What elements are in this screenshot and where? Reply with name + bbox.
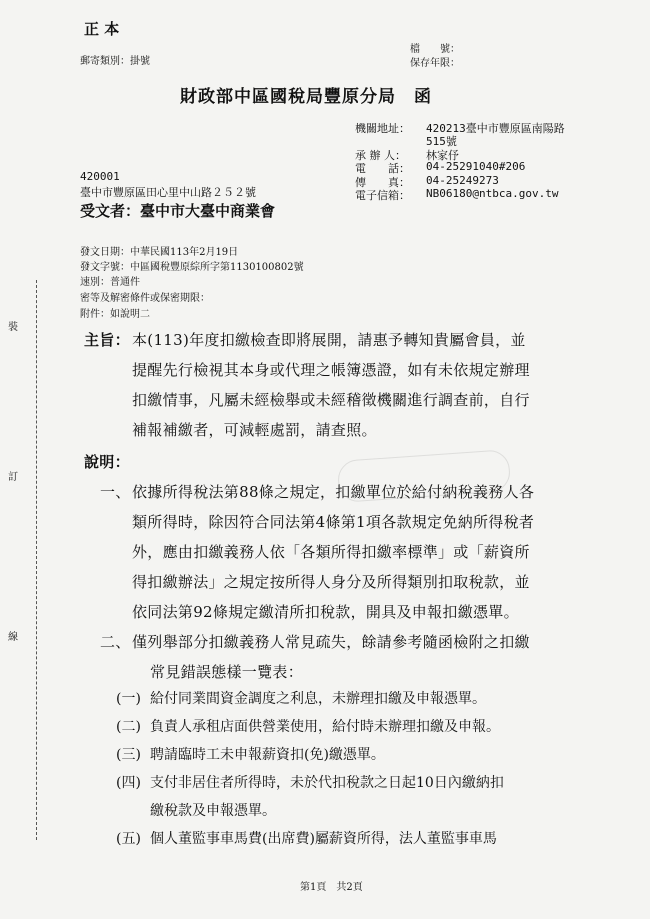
subject-line: 本(113)年度扣繳檢查即將展開，請惠予轉知貴屬會員，並 xyxy=(132,331,526,349)
retention-label: 保存年限： xyxy=(410,58,460,69)
email-label: 電子信箱： xyxy=(355,189,410,202)
contact-value: 林家伃 xyxy=(426,149,459,162)
phone-value: 04-25291040#206 xyxy=(426,160,526,173)
sub-item-text: 個人董監事車馬費(出席費)屬薪資所得，法人董監事車馬 xyxy=(150,831,497,847)
sub-item-text: 聘請臨時工未申報薪資扣(免)繳憑單。 xyxy=(150,747,385,763)
document-number: 發文字號：中區國稅豐原綜所字第1130100802號 xyxy=(80,262,304,273)
mail-category: 郵寄類別：掛號 xyxy=(80,56,150,67)
file-number-label: 檔 號： xyxy=(410,44,460,55)
sub-item-text: 負責人承租店面供營業使用，給付時未辦理扣繳及申報。 xyxy=(150,719,500,735)
item-2-line: 常見錯誤態樣一覽表： xyxy=(150,663,304,681)
attachment-note: 附件：如說明二 xyxy=(80,309,150,320)
sub-item-marker: (五) xyxy=(116,831,141,847)
item-1-line: 外，應由扣繳義務人依「各類所得扣繳率標準」或「薪資所 xyxy=(132,543,530,561)
phone-label: 電 話： xyxy=(355,162,410,175)
address-label: 機關地址： xyxy=(355,122,410,135)
address-line-2: 515號 xyxy=(426,135,457,148)
document-title: 財政部中區國稅局豐原分局 函 xyxy=(180,87,432,107)
item-2-line: 僅列舉部分扣繳義務人常見疏失，餘請參考隨函檢附之扣繳 xyxy=(132,633,530,651)
page-info: 第1頁 共2頁 xyxy=(300,882,363,893)
fax-label: 傳 真： xyxy=(355,176,410,189)
sub-item-text: 繳稅款及申報憑單。 xyxy=(150,803,276,819)
postal-code: 420001 xyxy=(80,170,120,183)
item-1-marker: 一、 xyxy=(100,483,131,501)
fax-value: 04-25249273 xyxy=(426,174,499,187)
issue-date: 發文日期：中華民國113年2月19日 xyxy=(80,247,239,258)
sub-item-marker: (四) xyxy=(116,775,141,791)
binding-mark-top: 裝 xyxy=(8,322,18,333)
subject-line: 扣繳情事，凡屬未經檢舉或未經稽徵機關進行調查前，自行 xyxy=(132,391,530,409)
item-1-line: 得扣繳辦法」之規定按所得人身分及所得類別扣取稅款，並 xyxy=(132,573,530,591)
binding-line xyxy=(36,280,37,840)
recipient-address: 臺中市豐原區田心里中山路２５２號 xyxy=(80,186,256,199)
sub-item-text: 支付非居住者所得時，未於代扣稅款之日起10日內繳納扣 xyxy=(150,775,504,791)
item-1-line: 類所得時，除因符合同法第4條第1項各款規定免納所得稅者 xyxy=(132,513,535,531)
item-1-line: 依據所得稅法第88條之規定，扣繳單位於給付納稅義務人各 xyxy=(132,483,535,501)
sub-item-marker: (三) xyxy=(116,747,141,763)
explanation-label: 說明： xyxy=(84,453,130,471)
item-2-marker: 二、 xyxy=(100,633,131,651)
sub-item-text: 給付同業間資金調度之利息，未辦理扣繳及申報憑單。 xyxy=(150,691,486,707)
subject-line: 提醒先行檢視其本身或代理之帳簿憑證，如有未依規定辦理 xyxy=(132,361,530,379)
recipient-line: 受文者：臺中市大臺中商業會 xyxy=(80,202,276,220)
contact-label: 承 辦 人： xyxy=(355,149,406,162)
binding-mark-middle: 訂 xyxy=(8,472,18,483)
secrecy-level: 密等及解密條件或保密期限： xyxy=(80,293,210,304)
sub-item-marker: (二) xyxy=(116,719,141,735)
address-line-1: 420213臺中市豐原區南陽路 xyxy=(426,122,565,135)
speed-class: 速別：普通件 xyxy=(80,277,140,288)
binding-mark-bottom: 線 xyxy=(8,632,18,643)
subject-line: 補報補繳者，可減輕處罰，請查照。 xyxy=(132,421,377,439)
sub-item-marker: (一) xyxy=(116,691,141,707)
email-value: NB06180@ntbca.gov.tw xyxy=(426,187,559,200)
item-1-line: 依同法第92條規定繳清所扣稅款，開具及申報扣繳憑單。 xyxy=(132,603,519,621)
copy-mark: 正 本 xyxy=(84,20,120,38)
subject-label: 主旨： xyxy=(84,331,130,349)
